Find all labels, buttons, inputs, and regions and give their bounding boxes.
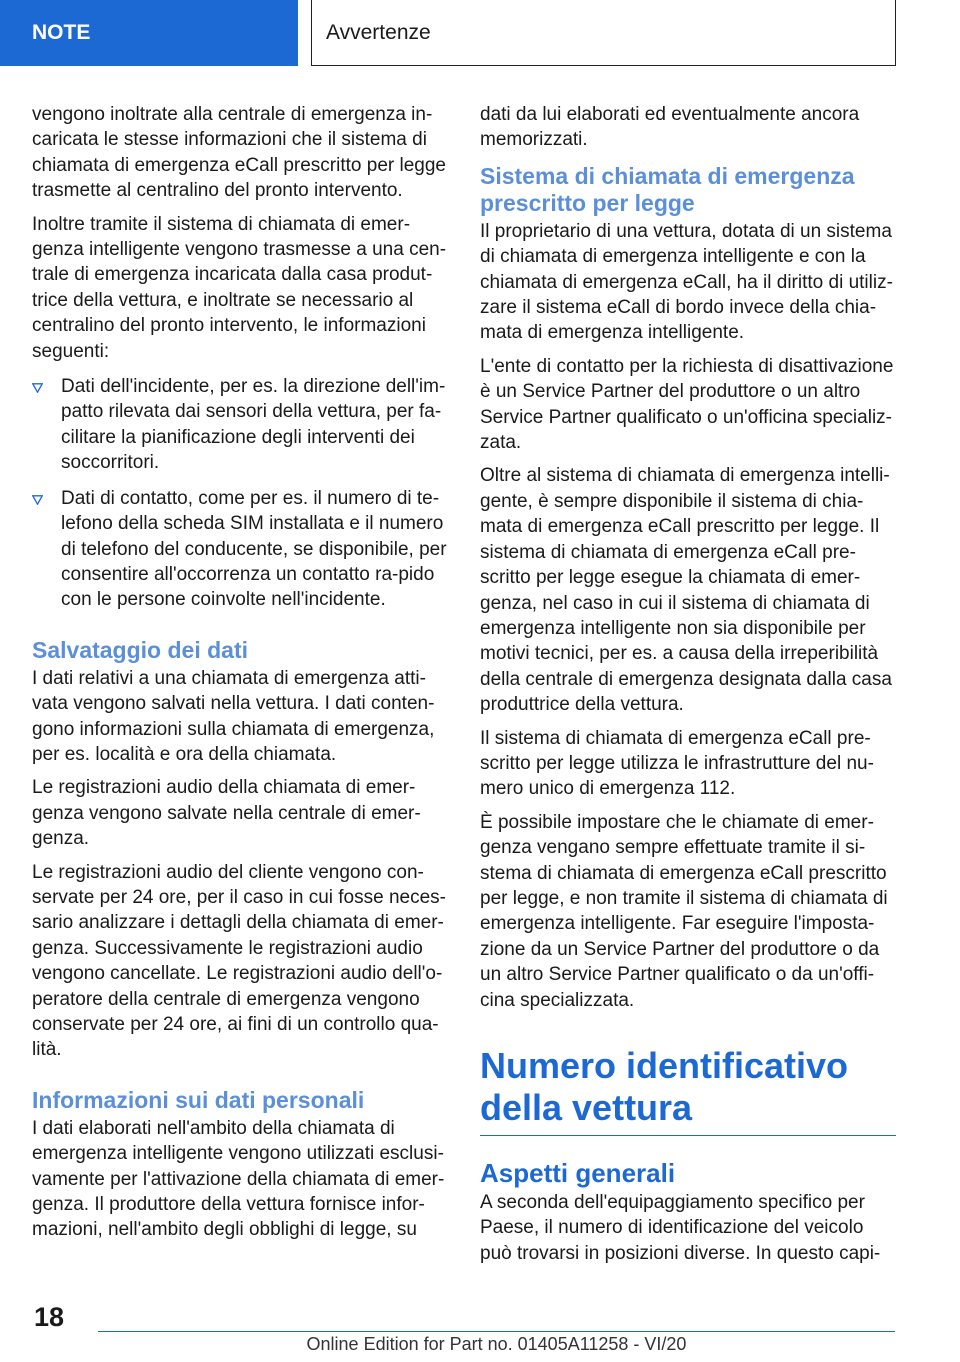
list-item [32,374,448,476]
tab-label: NOTE [32,21,91,44]
heading-informazioni: Informazioni sui dati personali [32,1086,365,1113]
paragraph: Il proprietario di una vettura, dotata di un sistema di chiamata di emergenza intelligente e con la chiamata di emergenza eCall, ha il diritto di utiliz-zare il sistema eCall di bordo invece della chia-mata di emergenza intelligente. [480,220,893,344]
heading-aspetti-generali: Aspetti generali [480,1158,676,1188]
triangle-bullet-icon [32,495,43,505]
triangle-bullet-icon [32,383,43,393]
paragraph: Le registrazioni audio del cliente vengono con-servate per 24 ore, per il caso in cui fosse neces-sario analizzare i dettagli della chiamata di emer-genza. Successivamente le registrazioni audio vengono cancellate. Le registrazioni audio dell'o-peratore della centrale di emergenza vengono conservate per 24 ore, ai fini di un controllo qua-lità. [32,861,446,1061]
bullet-list [32,374,448,613]
paragraph: I dati elaborati nell'ambito della chiamata di emergenza intelligente vengono utilizzati esclusi-vamente per l'attivazione della chiamata di emer-genza. Il produttore della vettura fornisce infor-mazioni, nell'ambito degli obblighi di legge, su [32,1117,445,1241]
right-column [480,102,896,1274]
heading-numero-identificativo: Numero identificativo della vettura [480,1045,896,1136]
paragraph: Inoltre tramite il sistema di chiamata di emer-genza intelligente vengono trasmesse a una cen-trale di emergenza incaricata dalla casa produt-trice della vettura, e inoltrate se necessario al centralino del pronto intervento, le informazioni seguenti: [32,213,447,362]
list-item [32,486,448,613]
left-column [32,102,448,1251]
heading-sistema-ecall: Sistema di chiamata di emergenza prescritto per legge [480,162,855,216]
paragraph: Oltre al sistema di chiamata di emergenza intelli-gente, è sempre disponibile il sistema di chia-mata di emergenza eCall prescritto per legge. Il sistema di chiamata di emergenza eCall pre-scritto per legge esegue la chiamata di emer-genza, nel caso in cui il sistema di chiamata di emergenza intelligente non sia disponibile per motivi tecnici, per es. a causa della irreperibilità della centrale di emergenza designata dalla casa produttrice della vettura. [480,465,892,716]
paragraph: dati da lui elaborati ed eventualmente ancora memorizzati. [480,104,860,151]
section-tab-note [0,0,298,66]
paragraph: L'ente di contatto per la richiesta di disattivazione è un Service Partner del produttore o un altro Service Partner qualificato o un'officina specializ-zata. [480,355,894,454]
paragraph: A seconda dell'equipaggiamento specifico per Paese, il numero di identificazione del veicolo può trovarsi in posizioni diverse. In questo capi- [480,1192,881,1264]
paragraph: I dati relativi a una chiamata di emergenza atti-vata vengono salvati nella vettura. I dati conten-gono informazioni sulla chiamata di emergenza, per es. località e ora della chiamata. [32,667,435,765]
list-item-text: Dati dell'incidente, per es. la direzione dell'im-patto rilevata dai sensori della vettura, per fa-cilitare la pianificazione degli interventi dei soccorritori. [61,376,446,474]
page-number: 18 [34,1302,65,1332]
footer-divider [98,1331,895,1332]
paragraph: È possibile impostare che le chiamate di emer-genza vengano sempre effettuate tramite il si-stema di chiamata di emergenza eCall prescritto per legge, e non tramite il sistema di chiamata di emergenza intelligente. Far eseguire l'imposta-zione da un Service Partner del produttore o da un altro Service Partner qualificato o da un'offi-cina specializzata. [480,811,888,1011]
list-item-text: Dati di contatto, come per es. il numero di te-lefono della scheda SIM installata e il numero di telefono del conducente, se disponibile, per consentire all'occorrenza un contatto ra-pido con le persone coinvolte nell'incidente. [61,487,447,611]
section-title-box [311,0,896,66]
footer-edition: Online Edition for Part no. 01405A11258 - VI/20 [306,1334,687,1354]
paragraph: Le registrazioni audio della chiamata di emer-genza vengono salvate nella centrale di emer-genza. [32,777,421,850]
heading-salvataggio: Salvataggio dei dati [32,636,248,663]
paragraph: Il sistema di chiamata di emergenza eCall pre-scritto per legge utilizza le infrastrutture del nu-mero unico di emergenza 112. [480,727,874,800]
paragraph: vengono inoltrate alla centrale di emergenza in-caricata le stesse informazioni che il sistema di chiamata di emergenza eCall prescritto per legge trasmette al centralino del pronto intervento. [32,104,446,202]
section-title: Avvertenze [326,20,431,44]
